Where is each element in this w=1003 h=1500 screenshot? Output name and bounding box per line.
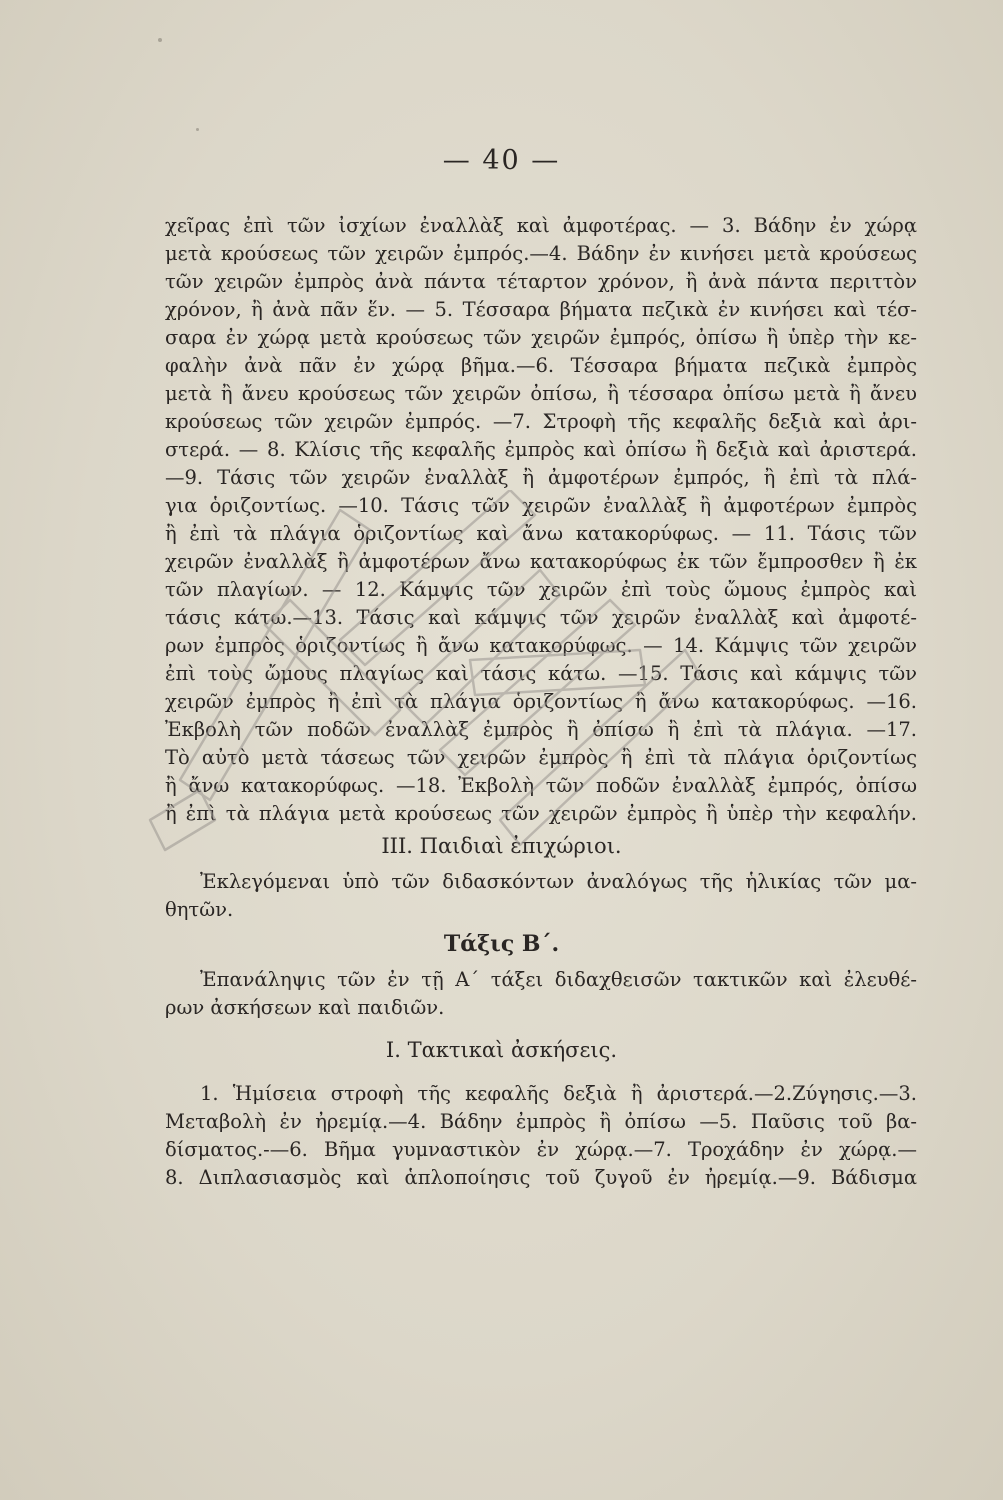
text-line: 1. Ἡμίσεια στροφὴ τῆς κεφαλῆς δεξιὰ ἢ ἀριστερά.—2.Ζύγησις.—3. <box>200 1082 917 1105</box>
text-line: σαρα ἐν χώρᾳ μετὰ κρούσεως τῶν χειρῶν ἐμπρός, ὀπίσω ἢ ὑπὲρ τὴν κε- <box>165 326 917 349</box>
text-line: Μεταβολὴ ἐν ἠρεμίᾳ.—4. Βάδην ἐμπρὸς ἢ ὀπίσω —5. Παῦσις τοῦ βα- <box>165 1110 917 1133</box>
text-line: μετὰ ἢ ἄνευ κρούσεως τῶν χειρῶν ὀπίσω, ἢ τέσσαρα ὀπίσω μετὰ ἢ ἄνευ <box>165 382 917 405</box>
text-line: χρόνον, ἢ ἀνὰ πᾶν ἕν. — 5. Τέσσαρα βήματα πεζικὰ ἐν κινήσει καὶ τέσ- <box>165 298 917 321</box>
paper-speck <box>158 38 162 42</box>
text-line: Ἐπανάληψις τῶν ἐν τῇ Α΄ τάξει διδαχθεισῶν τακτικῶν καὶ ἐλευθέ- <box>200 968 917 991</box>
section-heading-i: I. Τακτικαὶ ἀσκήσεις. <box>385 1038 618 1062</box>
text-line: στερά. — 8. Κλίσις τῆς κεφαλῆς ἐμπρὸς καὶ ὀπίσω ἢ δεξιὰ καὶ ἀριστερά. <box>165 438 917 461</box>
text-line: 8. Διπλασιασμὸς καὶ ἁπλοποίησις τοῦ ζυγοῦ ἐν ἠρεμίᾳ.—9. Βάδισμα <box>165 1166 917 1189</box>
text-line: ρων ἀσκήσεων καὶ παιδιῶν. <box>165 996 445 1019</box>
text-line: θητῶν. <box>165 898 234 921</box>
text-line: για ὁριζοντίως. —10. Τάσις τῶν χειρῶν ἐναλλὰξ ἢ ἀμφοτέρων ἐμπρὸς <box>165 494 917 517</box>
text-line: χεῖρας ἐπὶ τῶν ἰσχίων ἐναλλὰξ καὶ ἀμφοτέρας. — 3. Βάδην ἐν χώρᾳ <box>165 214 917 237</box>
paper-speck <box>196 128 199 131</box>
text-line: δίσματος.-—6. Βῆμα γυμναστικὸν ἐν χώρᾳ.—7. Τροχάδην ἐν χώρᾳ.— <box>165 1138 917 1161</box>
text-line: ἐπὶ τοὺς ὤμους πλαγίως καὶ τάσις κάτω. —15. Τάσις καὶ κάμψις τῶν <box>165 662 917 685</box>
text-line: τάσις κάτω.—13. Τάσις καὶ κάμψις τῶν χειρῶν ἐναλλὰξ καὶ ἀμφοτέ- <box>165 606 917 629</box>
text-line: ρων ἐμπρὸς ὁριζοντίως ἢ ἄνω κατακορύφως. — 14. Κάμψις τῶν χειρῶν <box>165 634 917 657</box>
text-line: χειρῶν ἐναλλὰξ ἢ ἀμφοτέρων ἄνω κατακορύφως ἐκ τῶν ἔμπροσθεν ἢ ἐκ <box>165 550 917 573</box>
text-line: ἢ ἐπὶ τὰ πλάγια μετὰ κρούσεως τῶν χειρῶν ἐμπρὸς ἢ ὑπὲρ τὴν κεφαλήν. <box>165 802 917 825</box>
text-line: φαλὴν ἀνὰ πᾶν ἐν χώρᾳ βῆμα.—6. Τέσσαρα βήματα πεζικὰ ἐμπρὸς <box>165 354 917 377</box>
text-line: τῶν χειρῶν ἐμπρὸς ἀνὰ πάντα τέταρτον χρόνον, ἢ ἀνὰ πάντα περιττὸν <box>165 270 917 293</box>
text-line: Τὸ αὐτὸ μετὰ τάσεως τῶν χειρῶν ἐμπρὸς ἢ ἐπὶ τὰ πλάγια ὁριζοντίως <box>165 746 917 769</box>
section-heading-iii: III. Παιδιαὶ ἐπιχώριοι. <box>381 834 622 858</box>
class-heading: Τάξις Β΄. <box>443 931 560 957</box>
text-line: —9. Τάσις τῶν χειρῶν ἐναλλὰξ ἢ ἀμφοτέρων ἐμπρός, ἢ ἐπὶ τὰ πλά- <box>165 466 917 489</box>
text-line: κρούσεως τῶν χειρῶν ἐμπρός. —7. Στροφὴ τῆς κεφαλῆς δεξιὰ καὶ ἀρι- <box>165 410 917 433</box>
text-line: μετὰ κρούσεως τῶν χειρῶν ἐμπρός.—4. Βάδην ἐν κινήσει μετὰ κρούσεως <box>165 242 917 265</box>
page-number: — 40 — <box>442 145 561 176</box>
text-line: τῶν πλαγίων. — 12. Κάμψις τῶν χειρῶν ἐπὶ τοὺς ὤμους ἐμπρὸς καὶ <box>165 578 917 601</box>
text-line: χειρῶν ἐμπρὸς ἢ ἐπὶ τὰ πλάγια ὁριζοντίως ἢ ἄνω κατακορύφως. —16. <box>165 690 917 713</box>
text-line: Ἐκβολὴ τῶν ποδῶν ἐναλλὰξ ἐμπρὸς ἢ ὀπίσω ἢ ἐπὶ τὰ πλάγια. —17. <box>165 718 917 741</box>
text-line: ἢ ἄνω κατακορύφως. —18. Ἐκβολὴ τῶν ποδῶν ἐναλλὰξ ἐμπρός, ὀπίσω <box>165 774 917 797</box>
text-line: Ἐκλεγόμεναι ὑπὸ τῶν διδασκόντων ἀναλόγως τῆς ἡλικίας τῶν μα- <box>200 870 917 893</box>
text-line: ἢ ἐπὶ τὰ πλάγια ὁριζοντίως καὶ ἄνω κατακορύφως. — 11. Τάσις τῶν <box>165 522 917 545</box>
